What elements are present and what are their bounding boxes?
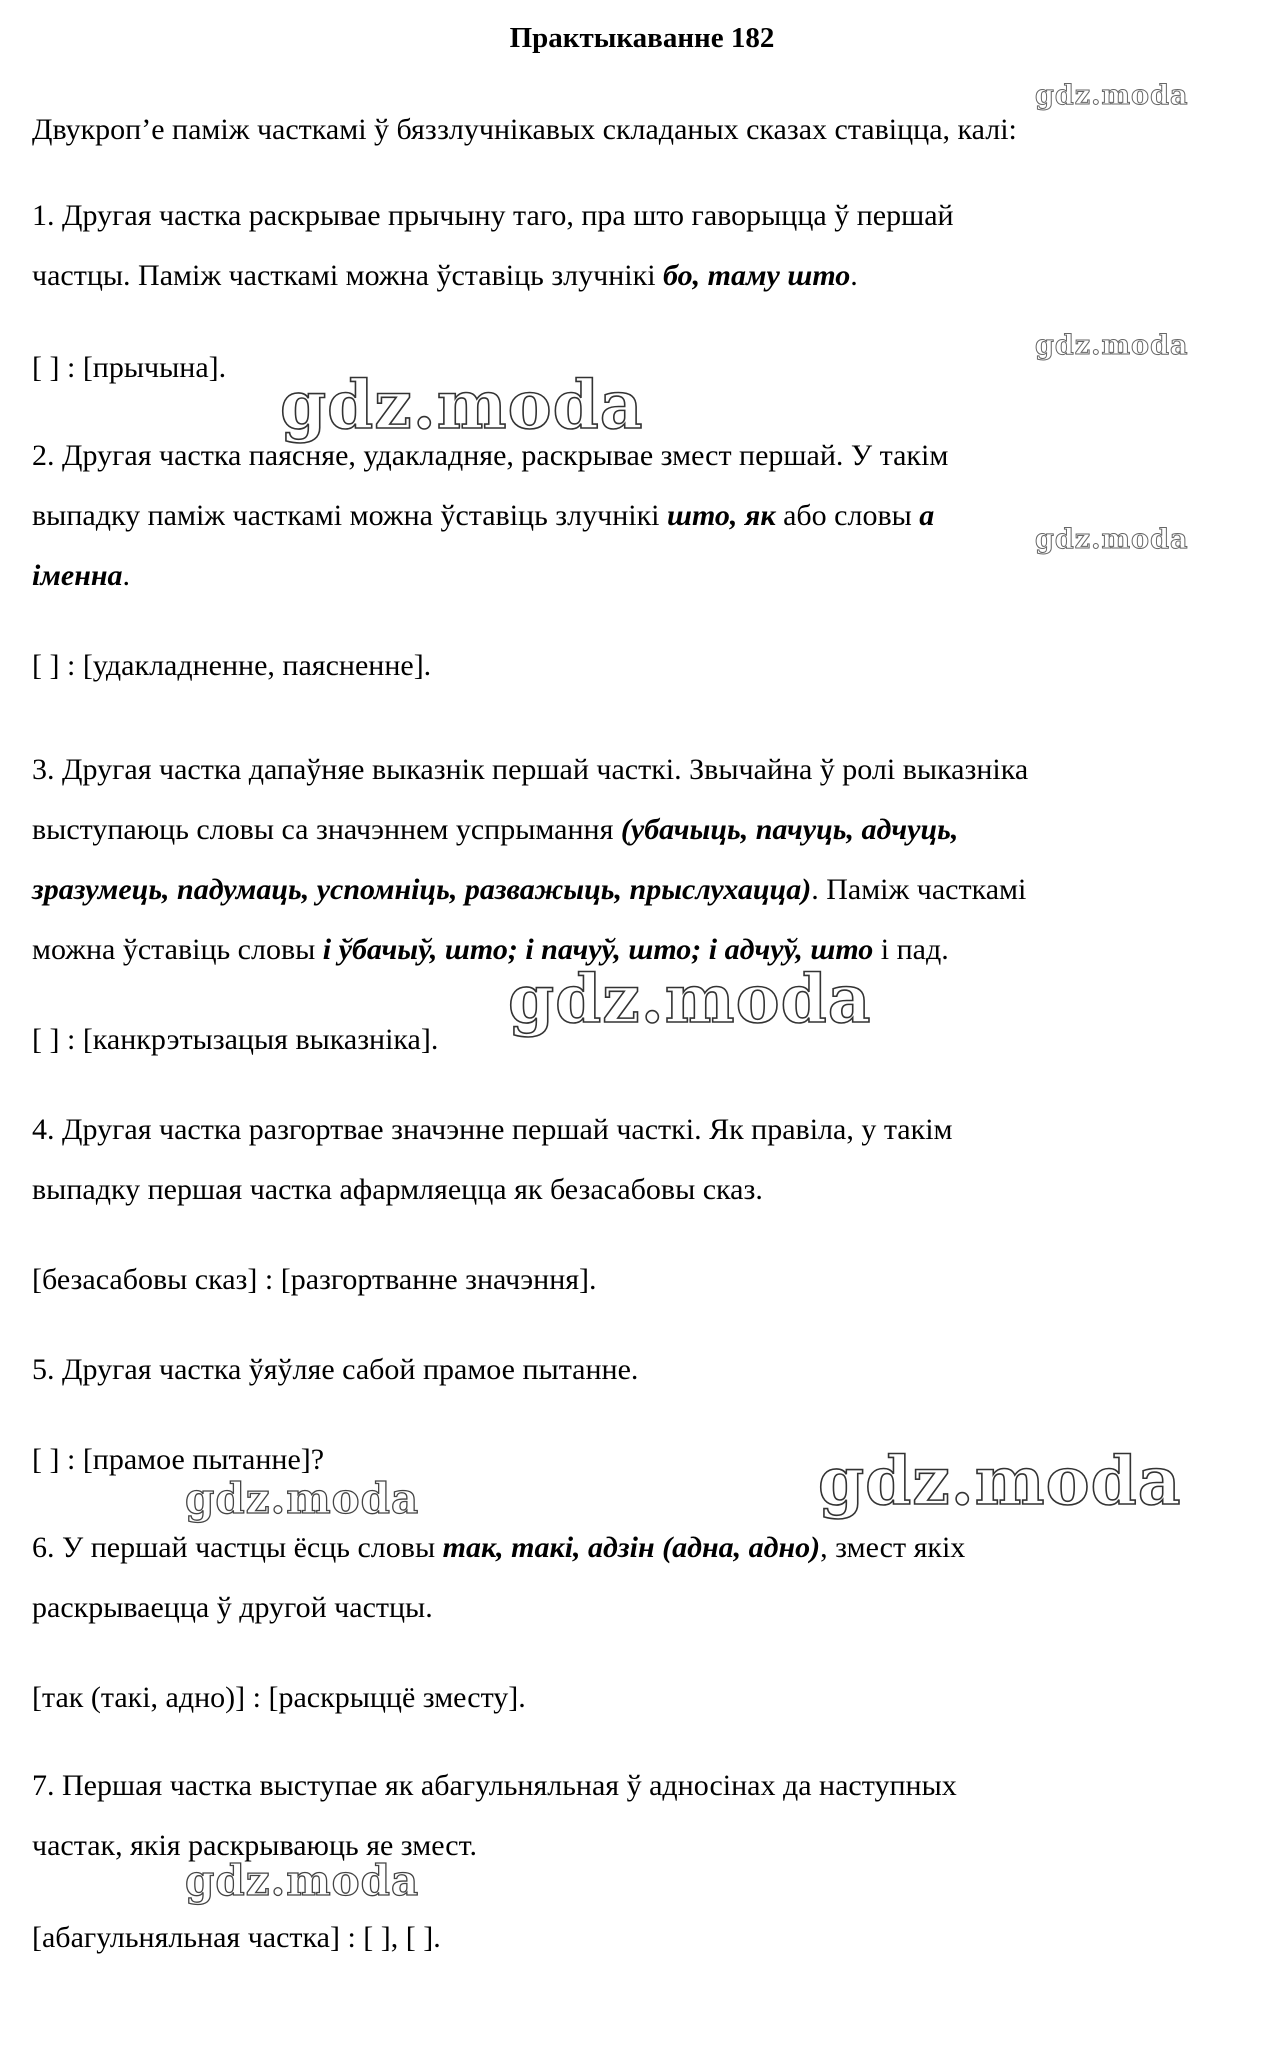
item-3-text-4: і пад. <box>873 933 949 966</box>
item-2-line-1: 2. Другая частка паясняе, удакладняе, раскрывае змест першай. У такім <box>32 439 949 472</box>
item-2-text-2: або словы <box>775 499 920 532</box>
item-4-line-2: выпадку першая частка афармляецца як безасабовы сказ. <box>32 1173 763 1206</box>
item-6-line-1 <box>32 1530 965 1566</box>
item-7-line-1: 7. Першая частка выступае як абагульняльная ў адносінах да наступных <box>32 1769 957 1802</box>
item-3-line-2 <box>32 812 958 848</box>
item-3-text-3: можна ўставіць словы <box>32 933 323 966</box>
item-4-scheme: [безасабовы сказ] : [разгортванне значэння]. <box>32 1263 597 1296</box>
watermark-logo: gdz.moda <box>185 1474 420 1523</box>
item-1-scheme: [ ] : [прычына]. <box>32 351 227 384</box>
item-3-line-3 <box>32 872 1026 908</box>
watermark-logo: gdz.moda <box>280 366 644 444</box>
item-2-text: выпадку паміж часткамі можна ўставіць злучнікі <box>32 499 667 532</box>
item-3-scheme: [ ] : [канкрэтызацыя выказніка]. <box>32 1023 439 1056</box>
item-1-period: . <box>850 259 858 292</box>
item-6-scheme: [так (такі, адно)] : [раскрыццё зместу]. <box>32 1681 526 1714</box>
item-1-line-2 <box>32 258 858 294</box>
item-5-scheme: [ ] : [прамое пытанне]? <box>32 1443 325 1476</box>
item-3-line-4 <box>32 932 949 968</box>
item-2-line-3 <box>32 558 130 594</box>
watermark-logo: gdz.moda <box>1035 330 1189 361</box>
item-7-line-2: частак, якія раскрываюць яе змест. <box>32 1829 477 1862</box>
item-3-examples-2: зразумець, падумаць, успомніць, разважыць, прыслухацца) <box>32 873 812 906</box>
item-1-conjunctions: бо, таму што <box>663 259 851 292</box>
item-6-text-2: , змест якіх <box>820 1531 966 1564</box>
watermark-logo: gdz.moda <box>185 1856 420 1905</box>
item-6-line-2: раскрываецца ў другой частцы. <box>32 1591 433 1624</box>
watermark-logo: gdz.moda <box>508 960 872 1038</box>
item-3-text: выступаюць словы са значэннем успрымання <box>32 813 621 846</box>
item-2-period: . <box>122 559 131 592</box>
item-3-text-2: . Паміж часткамі <box>811 873 1027 906</box>
item-3-examples-1: (убачыць, пачуць, адчуць, <box>620 813 959 846</box>
item-2-scheme: [ ] : [удакладненне, паясненне]. <box>32 649 432 682</box>
intro-text: Двукроп’е паміж часткамі ў бяззлучнікавых складаных сказах ставіцца, калі: <box>32 113 1017 146</box>
page-title: Практыкаванне 182 <box>509 22 775 54</box>
item-2-conjunctions: што, як <box>667 499 776 532</box>
item-2-word-a: а <box>919 499 935 532</box>
item-4-line-1: 4. Другая частка разгортвае значэнне першай часткі. Як правіла, у такім <box>32 1113 953 1146</box>
item-7-scheme: [абагульняльная частка] : [ ], [ ]. <box>32 1921 441 1954</box>
watermark-logo: gdz.moda <box>818 1442 1182 1520</box>
item-5-line-1: 5. Другая частка ўяўляе сабой прамое пытанне. <box>32 1353 639 1386</box>
watermark-logo: gdz.moda <box>1035 524 1189 555</box>
item-6-text: 6. У першай частцы ёсць словы <box>32 1531 443 1564</box>
watermark-logo: gdz.moda <box>1035 80 1189 111</box>
item-2-line-2 <box>32 498 934 534</box>
item-3-insert-words: і ўбачыў, што; і пачуў, што; і адчуў, што <box>322 933 874 966</box>
item-6-words: так, такі, адзін (адна, адно) <box>442 1531 821 1564</box>
item-3-line-1: 3. Другая частка дапаўняе выказнік першай часткі. Звычайна ў ролі выказніка <box>32 753 1029 786</box>
item-1-line-1: 1. Другая частка раскрывае прычыну таго, пра што гаворыцца ў першай <box>32 199 954 232</box>
item-1-text: частцы. Паміж часткамі можна ўставіць злучнікі <box>32 259 664 292</box>
item-2-word-imenna: іменна <box>32 559 123 592</box>
